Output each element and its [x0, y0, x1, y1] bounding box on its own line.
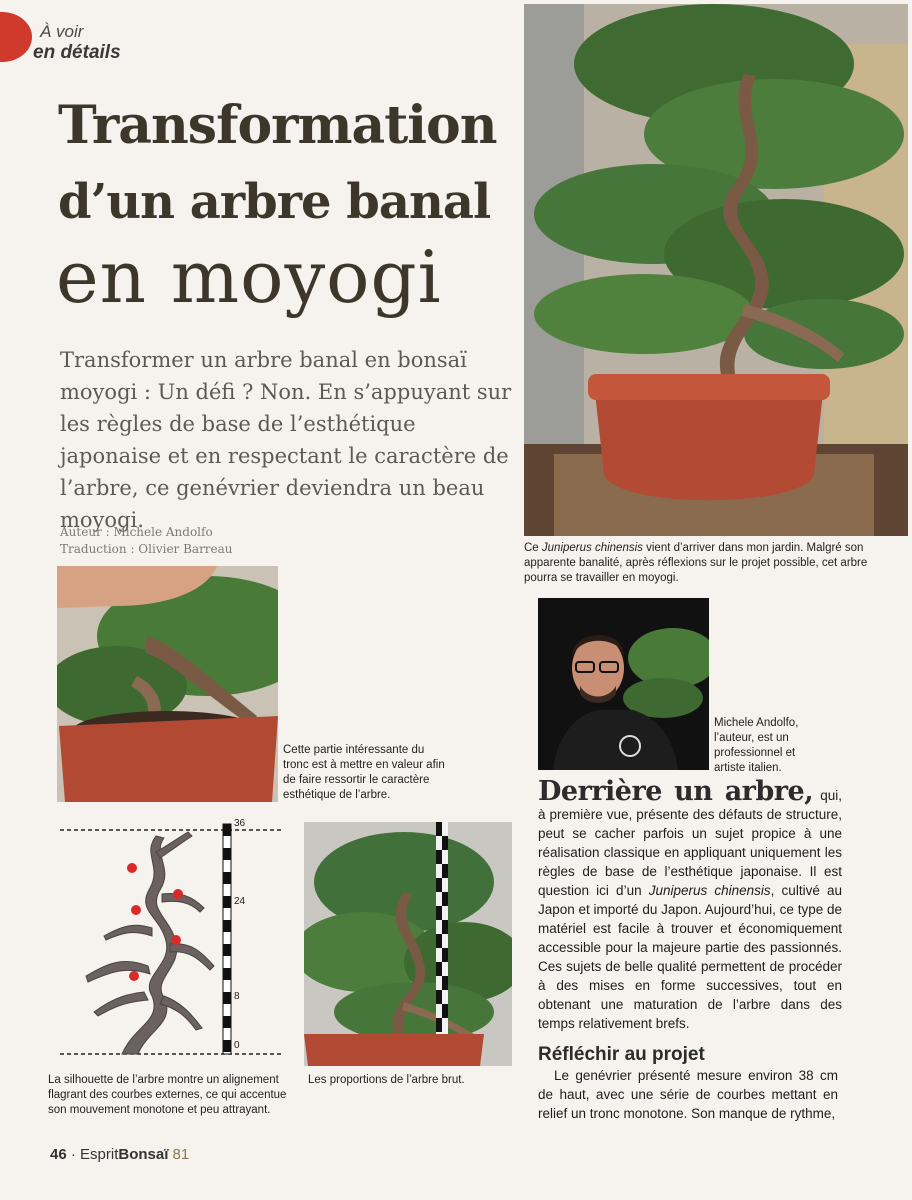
- headline-line-2: d’un arbre banal: [58, 174, 491, 230]
- trunk-detail-caption: Cette partie intéressante du tronc est à mettre en valeur afin de faire ressortir le caractère esthétique de l’arbre.: [283, 744, 445, 801]
- body-paragraph: [538, 776, 842, 1033]
- scale-label-36: 36: [234, 818, 246, 829]
- caption-text: vient d’arriver dans mon jardin. Malgré son apparente banalité, après réflexions sur le projet possible, cet arbre pourra se travailler en moyogi.: [524, 542, 868, 584]
- section-marker: [0, 12, 32, 62]
- tree-silhouette: [86, 832, 214, 1054]
- section-label-emphasis: en détails: [33, 42, 121, 63]
- author-credit: Auteur : Michele Andolfo: [60, 525, 213, 539]
- main-photo-caption: [524, 541, 868, 586]
- body-text: , cultivé au Japon et importé du Japon. Aujourd’hui, ce type de matériel est facile à trouver et économiquement accessible pour la majeure partie des passionnés. Ces sujets de belle qualité permettent de procéder à des mises en forme successives, tout en obtenant une maturation de l’arbre dans des temps relativement brefs.: [538, 883, 842, 1031]
- translator-credit: Traduction : Olivier Barreau: [60, 542, 233, 556]
- lead-paragraph: Transformer un arbre banal en bonsaï moyogi : Un défi ? Non. En s’appuyant sur les règles de base de l’esthétique japonaise et en respectant le caractère de l’arbre, ce genévrier deviendra un beau moyogi.: [60, 348, 512, 532]
- silhouette-diagram: [52, 816, 290, 1060]
- scale-label-8: 8: [234, 991, 240, 1002]
- page-number: 46: [50, 1146, 67, 1163]
- section-label: À voir: [40, 22, 84, 41]
- issue-number: 81: [168, 1146, 190, 1163]
- silhouette-caption: La silhouette de l’arbre montre un alignement flagrant des courbes externes, ce qui accentue son mouvement monotone et peu attrayant.: [48, 1074, 287, 1116]
- page-footer: [50, 1146, 189, 1163]
- headline-line-1: Transformation: [58, 95, 497, 156]
- proportions-photo: [304, 822, 512, 1066]
- species-name: Juniperus chinensis: [648, 883, 771, 898]
- scale-label-0: 0: [234, 1040, 240, 1051]
- main-bonsai-photo: [524, 4, 908, 536]
- magazine-name: · Esprit: [66, 1146, 119, 1163]
- trunk-detail-photo: [57, 566, 278, 802]
- caption-text: Ce: [524, 542, 542, 554]
- subheading: Réfléchir au projet: [538, 1044, 705, 1065]
- headline-line-3: en moyogi: [56, 235, 442, 319]
- proportions-caption: Les proportions de l’arbre brut.: [308, 1074, 465, 1086]
- scale-label-24: 24: [234, 896, 246, 907]
- credits: [60, 524, 233, 558]
- body-paragraph-2: Le genévrier présenté mesure environ 38 cm de haut, avec une série de courbes mettant en relief un tronc monotone. Son manque de rythme,: [538, 1068, 838, 1121]
- measuring-scale: [223, 824, 231, 1054]
- lead-in: Derrière un arbre,: [538, 776, 814, 807]
- measuring-rod: [436, 822, 448, 1042]
- author-caption: Michele Andolfo, l’auteur, est un professionnel et artiste italien.: [714, 717, 799, 774]
- magazine-brand: Bonsaï: [118, 1146, 169, 1163]
- caption-species: Juniperus chinensis: [541, 542, 643, 554]
- author-photo: [538, 598, 709, 770]
- body-text: qui, à première vue, présente des défauts de structure, peut se cacher parfois un sujet propice à une réalisation classique en appliquant uniquement les règles de base de l’esthétique japonaise. Il est question ici d’un: [538, 788, 842, 898]
